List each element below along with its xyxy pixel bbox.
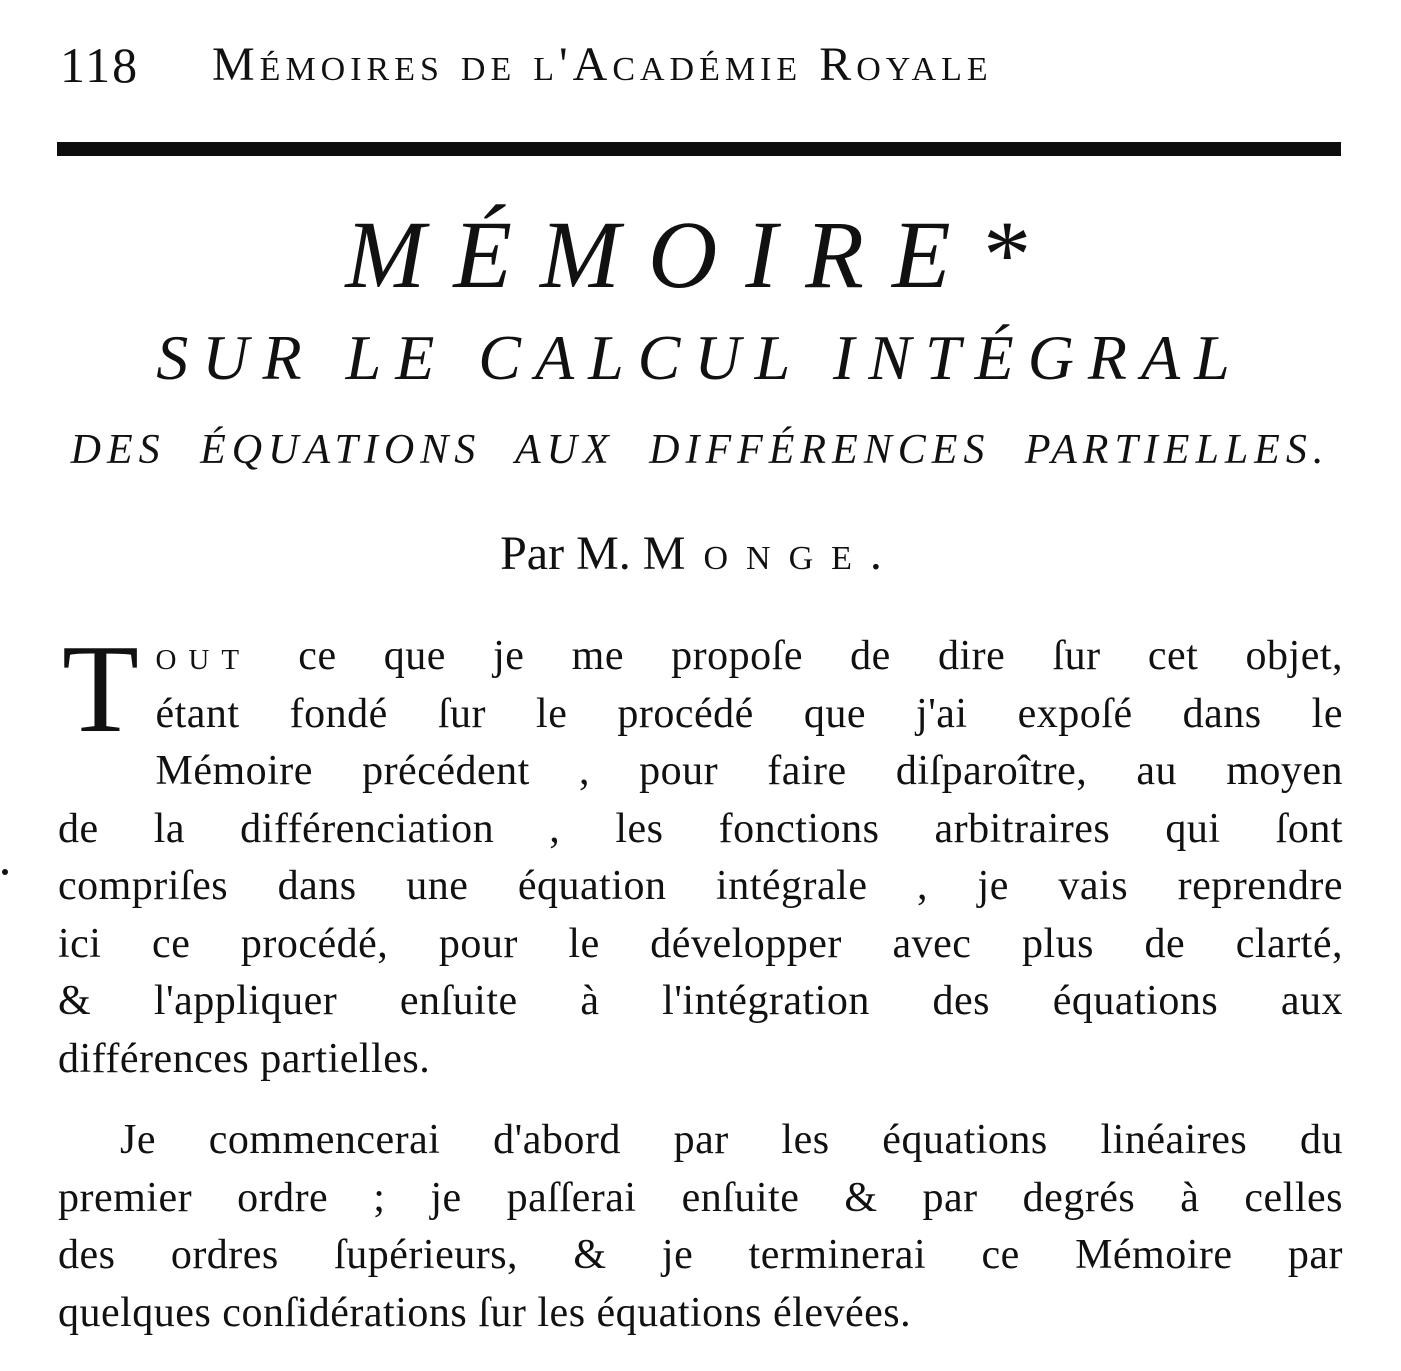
paragraph-line-text: ce que je me propoſe de dire ſur cet objet,: [298, 633, 1344, 679]
author-prefix: Par M.: [500, 527, 631, 580]
paragraph-line: ici ce procédé, pour le développer avec plus de clarté,: [58, 920, 1343, 967]
paragraph-line: Je commencerai d'abord par les équations linéaires du: [120, 1117, 1343, 1163]
paragraph-line: de la différenciation , les fonctions arbitraires qui ſont: [58, 805, 1343, 852]
paragraph-line: différences partielles.: [58, 1035, 431, 1082]
body-paragraph-1: [58, 620, 1344, 1088]
article-title: MÉMOIRE*: [345, 201, 1055, 308]
paragraph-line: quelques conſidérations ſur les équations élevées.: [58, 1289, 912, 1336]
paragraph-line: [58, 628, 1343, 686]
paragraph-line: compriſes dans une équation intégrale , je vais reprendre: [58, 863, 1343, 909]
paragraph-line: Mémoire précédent , pour faire diſparoître, au moyen: [155, 748, 1343, 794]
paragraph-line: des ordres ſupérieurs, & je terminerai ce Mémoire par: [58, 1232, 1343, 1278]
author-name: Monge.: [642, 527, 900, 580]
article-subtitle-secondary: DES ÉQUATIONS AUX DIFFÉRENCES PARTIELLES.: [70, 427, 1330, 473]
running-head: [50, 30, 1350, 100]
paragraph-line: étant fondé ſur le procédé que j'ai expoſé dans le: [155, 690, 1343, 737]
running-title: Mémoires de l'Académie Royale: [212, 38, 993, 91]
margin-mark: [2, 869, 8, 875]
author-line: [300, 520, 1100, 588]
article-subtitle: SUR LE CALCUL INTÉGRAL: [156, 322, 1244, 393]
paragraph-line: premier ordre ; je paſſerai enſuite & par degrés à celles: [58, 1174, 1343, 1221]
header-rule: [57, 142, 1341, 156]
body-paragraph-2: [58, 1112, 1343, 1342]
page-number: 118: [60, 37, 140, 93]
drop-cap: T: [62, 620, 140, 759]
paragraph-line: & l'appliquer enſuite à l'intégration des équations aux: [58, 978, 1343, 1024]
opening-word: out: [155, 633, 252, 679]
